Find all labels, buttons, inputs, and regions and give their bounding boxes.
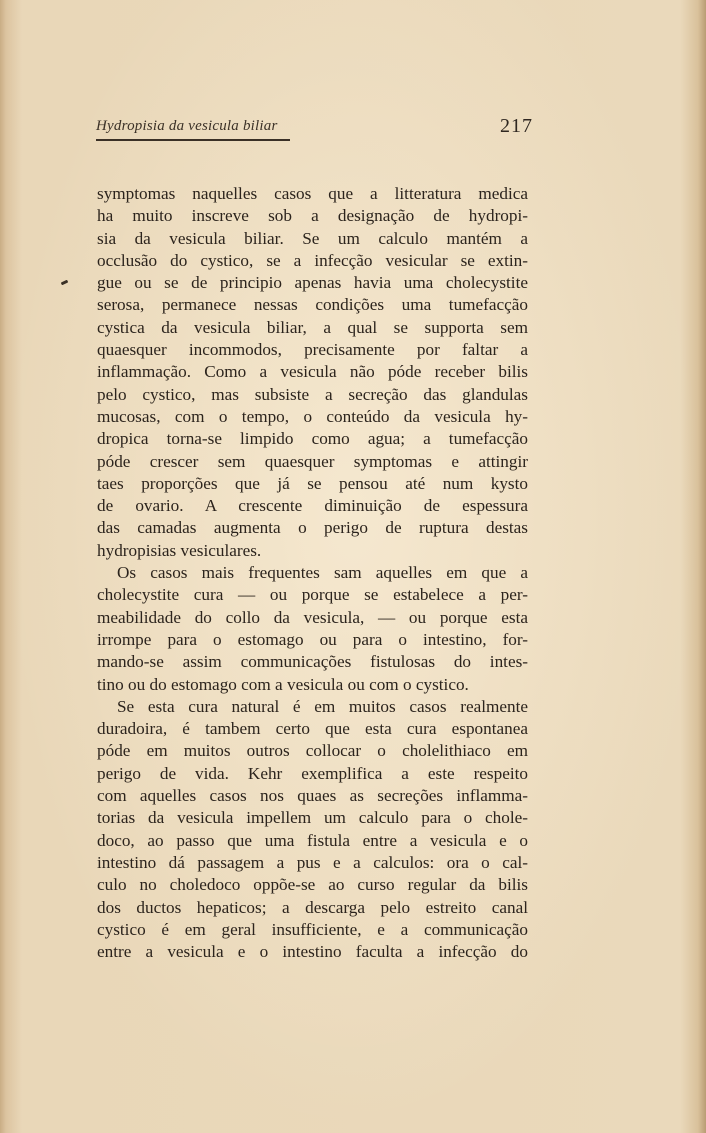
text-line: inflammação. Como a vesicula não póde receber bilis xyxy=(97,362,528,382)
text-line: tino ou do estomago com a vesicula ou com o cystico. xyxy=(97,674,469,694)
text-line: entre a vesicula e o intestino faculta a infecção do xyxy=(97,942,528,962)
text-line: Se esta cura natural é em muitos casos realmente xyxy=(117,696,528,716)
text-line: quaesquer incommodos, precisamente por faltar a xyxy=(97,340,528,360)
text-line: dropica torna-se limpido como agua; a tumefacção xyxy=(97,429,528,449)
text-line: mando-se assim communicações fistulosas do intes- xyxy=(97,652,528,672)
page-number: 217 xyxy=(500,115,533,137)
text-line: cystica da vesicula biliar, a qual se supporta sem xyxy=(97,317,528,337)
body-text xyxy=(97,183,528,963)
text-line: occlusão do cystico, se a infecção vesicular se extin- xyxy=(97,250,528,270)
text-line: dos ductos hepaticos; a descarga pelo estreito canal xyxy=(97,897,528,917)
text-line: de ovario. A crescente diminuição de espessura xyxy=(97,496,528,516)
text-line: duradoira, é tambem certo que esta cura espontanea xyxy=(97,719,528,739)
text-line: com aquelles casos nos quaes as secreções inflamma- xyxy=(97,786,528,806)
text-line: póde crescer sem quaesquer symptomas e attingir xyxy=(97,451,528,471)
text-line: das camadas augmenta o perigo de ruptura destas xyxy=(97,518,528,538)
text-line: taes proporções que já se pensou até num kysto xyxy=(97,473,528,493)
margin-pencil-mark xyxy=(61,280,69,286)
text-line: doco, ao passo que uma fistula entre a vesicula e o xyxy=(97,830,528,850)
text-line: pelo cystico, mas subsiste a secreção das glandulas xyxy=(97,384,528,404)
text-line: meabilidade do collo da vesicula, — ou porque esta xyxy=(97,607,528,627)
text-line: sia da vesicula biliar. Se um calculo mantém a xyxy=(97,228,528,248)
text-line: póde em muitos outros collocar o cholelithiaco em xyxy=(97,741,528,761)
text-line: cholecystite cura — ou porque se estabelece a per- xyxy=(97,585,528,605)
text-line: symptomas naquelles casos que a litteratura medica xyxy=(97,184,528,203)
text-line: perigo de vida. Kehr exemplifica a este respeito xyxy=(97,763,528,783)
running-title: Hydropisia da vesicula biliar xyxy=(96,118,278,134)
text-line: serosa, permanece nessas condições uma tumefacção xyxy=(97,295,528,315)
text-line: hydropisias vesiculares. xyxy=(97,540,262,560)
header-rule xyxy=(96,139,290,141)
text-line: mucosas, com o tempo, o conteúdo da vesicula hy- xyxy=(97,406,528,426)
text-line: Os casos mais frequentes sam aquelles em que a xyxy=(117,563,528,583)
text-line: irrompe para o estomago ou para o intestino, for- xyxy=(97,629,528,649)
text-line: intestino dá passagem a pus e a calculos: ora o cal- xyxy=(97,852,528,872)
text-line: culo no choledoco oppõe-se ao curso regular da bilis xyxy=(97,875,528,895)
text-line: gue ou se de principio apenas havia uma cholecystite xyxy=(97,273,528,293)
text-line: cystico é em geral insufficiente, e a communicação xyxy=(97,919,528,939)
text-line: ha muito inscreve sob a designação de hydropi- xyxy=(97,206,528,226)
text-line: torias da vesicula impellem um calculo para o chole- xyxy=(97,808,528,828)
